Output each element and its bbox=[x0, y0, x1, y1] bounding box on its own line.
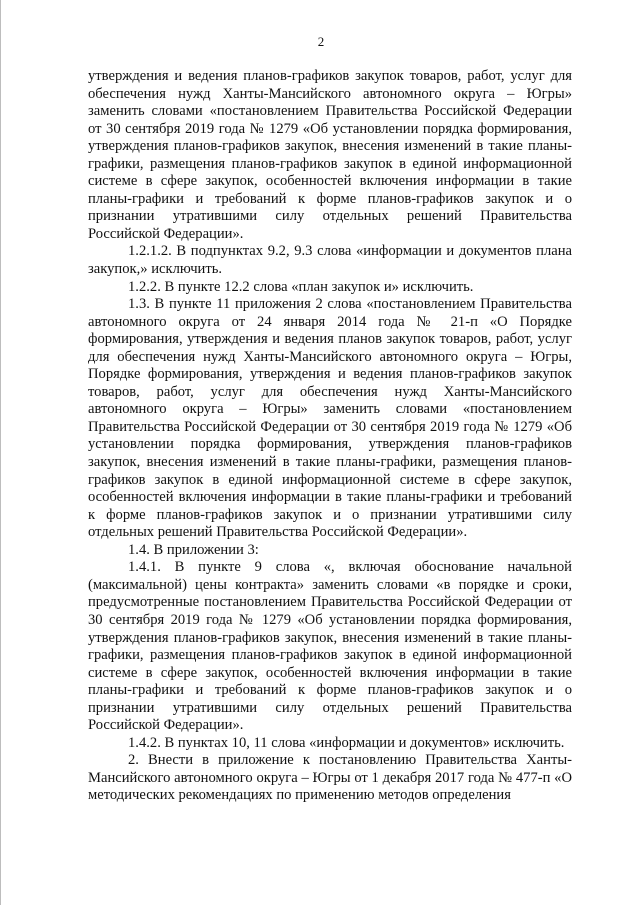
paragraph-1-3: 1.3. В пункте 11 приложения 2 слова «постановлением Правительства автономного округа от 24 января 2014 года № 21-п «О Порядке формирования, утверждения и ведения планов закупок товаров, работ, услуг для обеспечения нужд Ханты-Мансийского автономного округа – Югры, Порядке формирования, утверждения и ведения планов-графиков закупок товаров, работ, услуг для обеспечения нужд Ханты-Мансийского автономного округа – Югры» заменить словами «постановлением Правительства Российской Федерации от 30 сентября 2019 года № 1279 «Об установлении порядка формирования, утверждения планов-графиков закупок, внесения изменений в такие планы-графики, размещения планов-графиков закупок в единой информационной системе в сфере закупок, особенностей включения информации в такие планы-графики и требований к форме планов-графиков закупок и о признании утратившими силу отдельных решений Правительства Российской Федерации». bbox=[88, 296, 572, 541]
paragraph-1-4-2: 1.4.2. В пунктах 10, 11 слова «информации и документов» исключить. bbox=[128, 734, 565, 751]
paragraph-1-4-1: 1.4.1. В пункте 9 слова «, включая обоснование начальной (максимальной) цены контракта» заменить словами «в порядке и сроки, предусмотренные постановлением Правительства Российской Федерации от 30 сентября 2019 года № 1279 «Об установлении порядка формирования, утверждения планов-графиков закупок, внесения изменений в такие планы-графики, размещения планов-графиков закупок в единой информационной системе в сфере закупок, особенностей включения информации в такие планы-графики и требований к форме планов-графиков закупок и о признании утратившими силу отдельных решений Правительства Российской Федерации». bbox=[88, 559, 572, 734]
paragraph-1-2-1-2: 1.2.1.2. В подпунктах 9.2, 9.3 слова «информации и документов плана закупок,» исключить. bbox=[88, 243, 572, 278]
paragraph-1-4: 1.4. В приложении 3: bbox=[128, 541, 259, 558]
document-body bbox=[88, 68, 572, 805]
paragraph-continuation: утверждения и ведения планов-графиков закупок товаров, работ, услуг для обеспечения нужд Ханты-Мансийского автономного округа – Югры» заменить словами «постановлением Правительства Российской Федерации от 30 сентября 2019 года № 1279 «Об установлении порядка формирования, утверждения планов-графиков закупок, внесения изменений в такие планы-графики, размещения планов-графиков закупок в единой информационной системе в сфере закупок, особенностей включения информации в такие планы-графики и требований к форме планов-графиков закупок и о признании утратившими силу отдельных решений Правительства Российской Федерации». bbox=[88, 68, 572, 242]
paragraph-1-2-2: 1.2.2. В пункте 12.2 слова «план закупок и» исключить. bbox=[128, 278, 474, 295]
paragraph-2: 2. Внести в приложение к постановлению Правительства Ханты-Мансийского автономного округа – Югры от 1 декабря 2017 года № 477-п «О методических рекомендациях по применению методов определения bbox=[88, 752, 572, 804]
page-number: 2 bbox=[317, 34, 325, 49]
